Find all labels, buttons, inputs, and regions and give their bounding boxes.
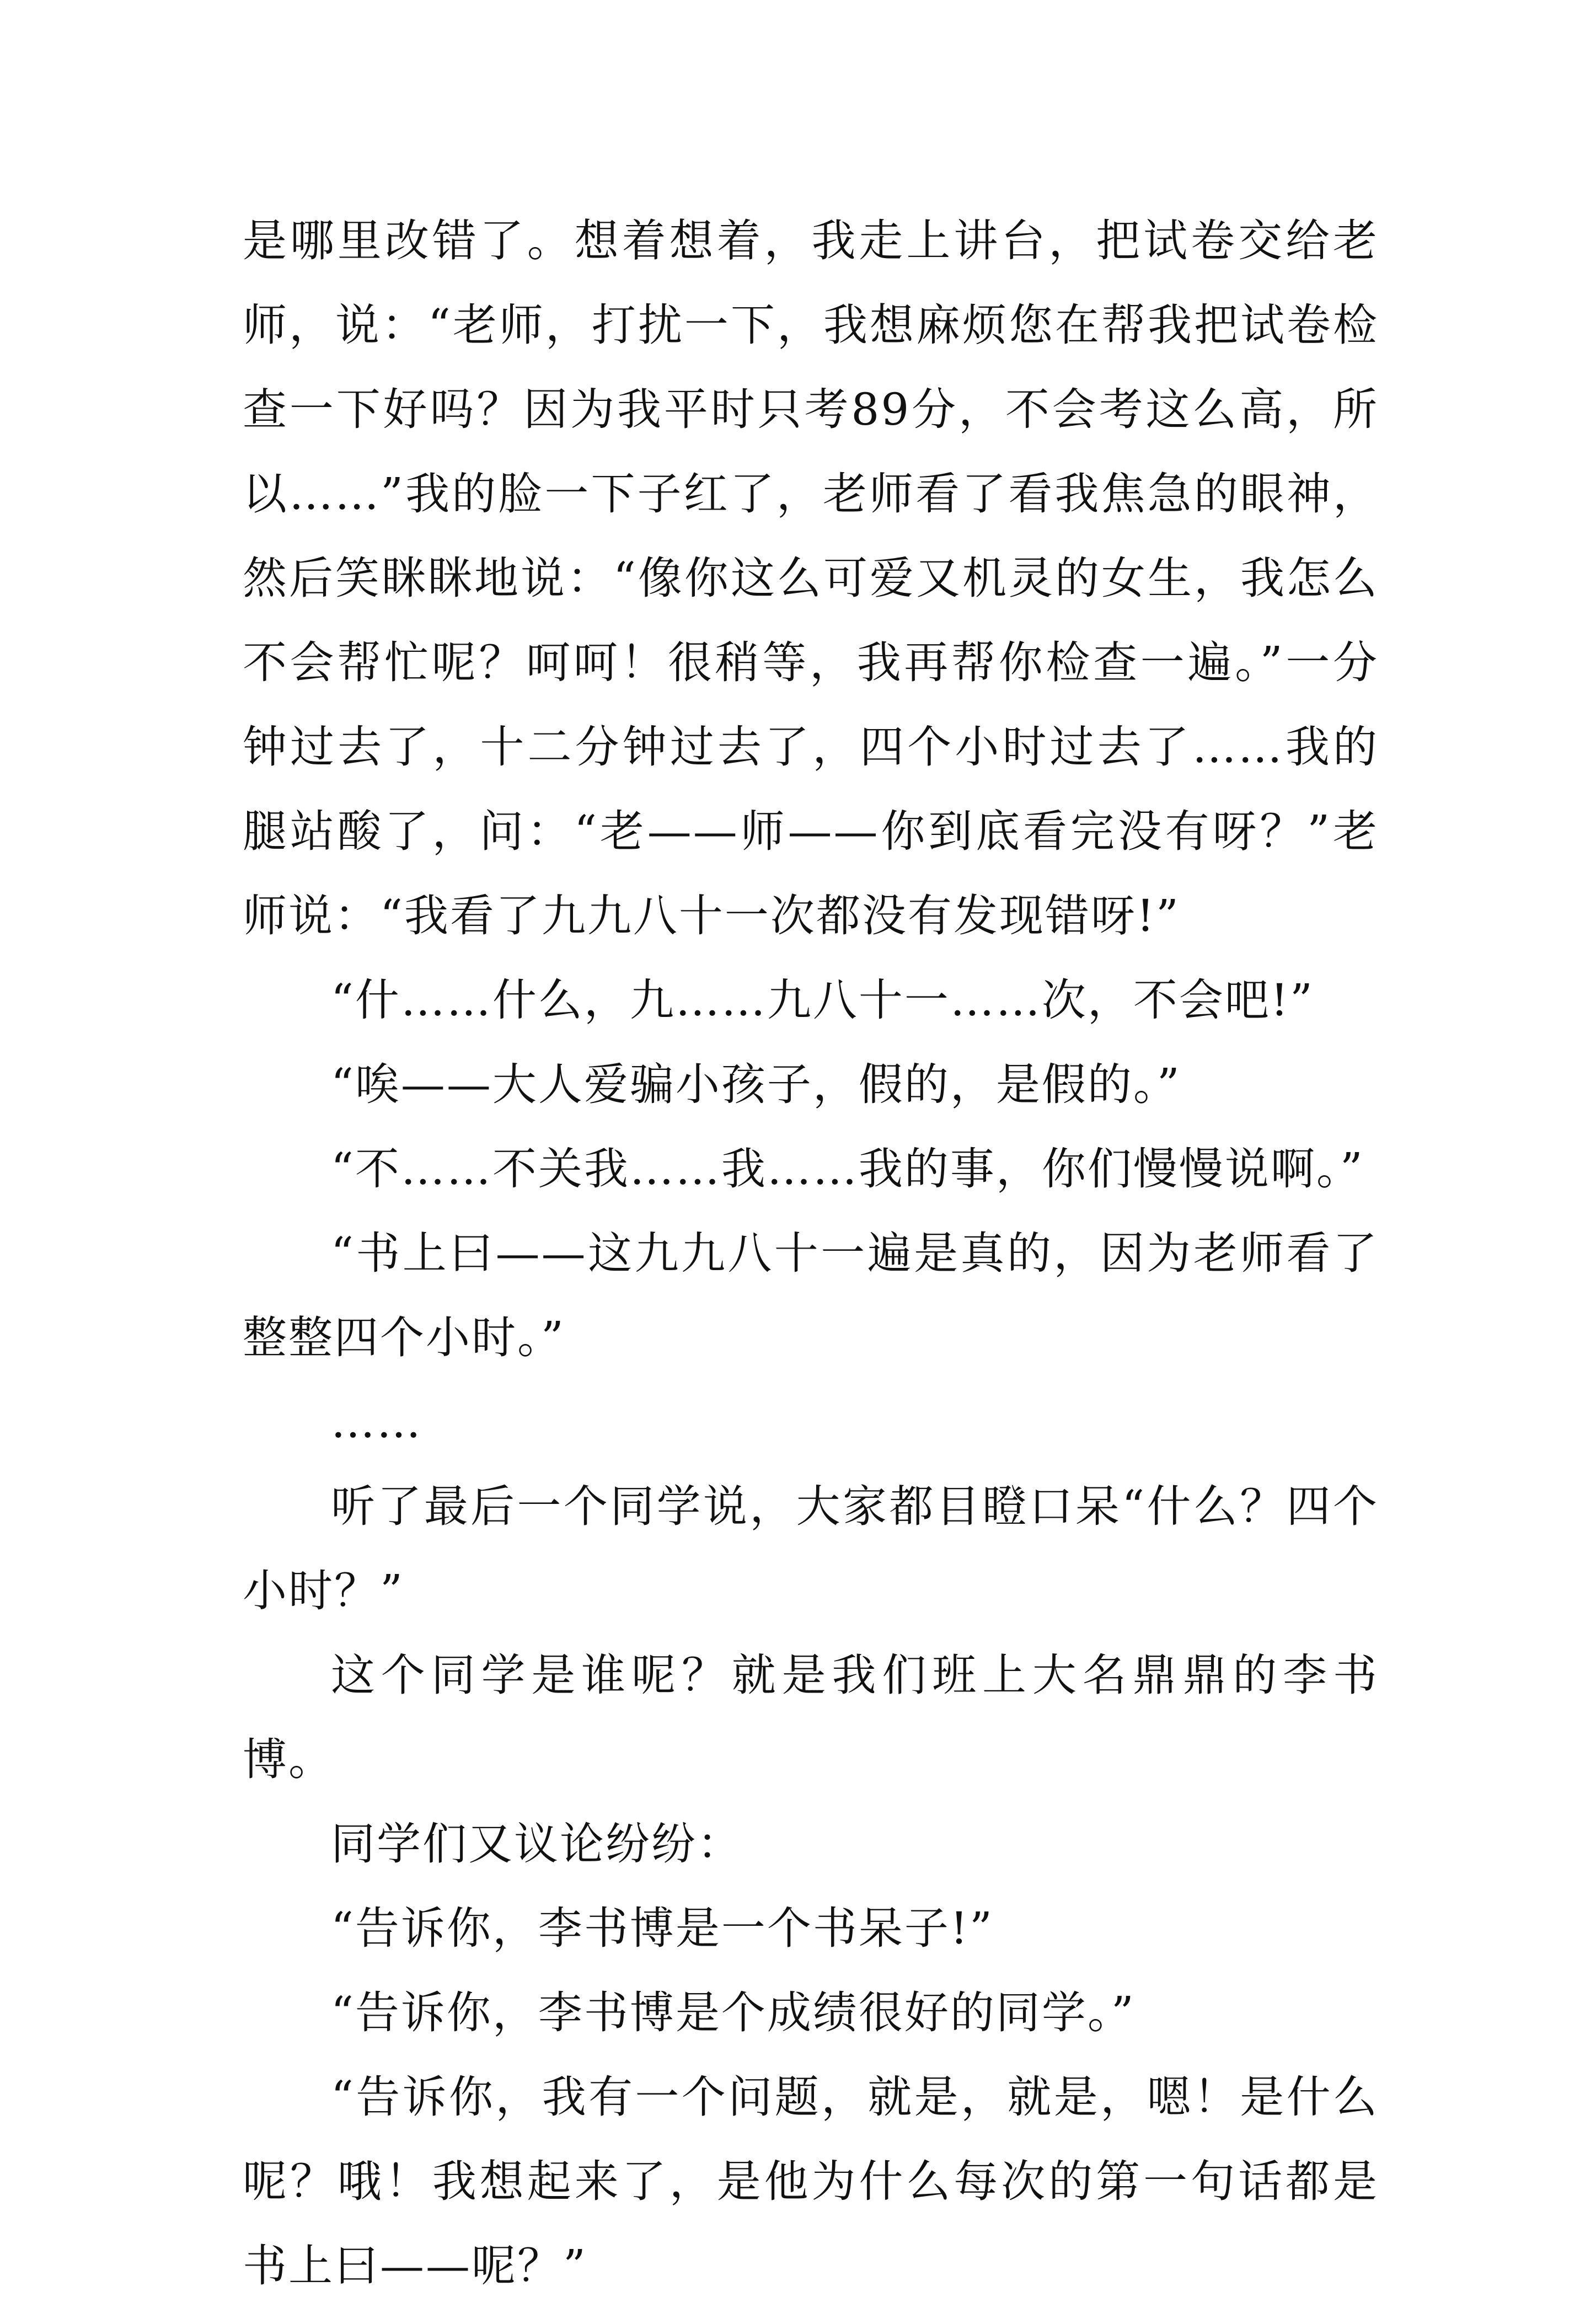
paragraph: “书上曰——这九九八十一遍是真的，因为老师看了整整四个小时。” [243, 1228, 1379, 1363]
document-body [243, 199, 1379, 2308]
paragraph: “告诉你，李书博是个成绩很好的同学。” [331, 1987, 1136, 2038]
paragraph: 听了最后一个同学说，大家都目瞪口呆“什么？四个小时？” [243, 1481, 1379, 1616]
paragraph: 是哪里改错了。想着想着，我走上讲台，把试卷交给老师，说：“老师，打扰一下，我想麻烦您在帮我把试卷检查一下好吗？因为我平时只考89分，不会考这么高，所以……”我的脸一下子红了，老师看了看我焦急的眼神，然后笑眯眯地说：“像你这么可爱又机灵的女生，我怎么不会帮忙呢？呵呵！很稍等，我再帮你检查一遍。”一分钟过去了，十二分钟过去了，四个小时过去了……我的腿站酸了，问：“老——师——你到底看完没有呀？”老师说：“我看了九九八十一次都没有发现错呀!” [243, 215, 1379, 941]
paragraph: “告诉你，李书博是一个书呆子!” [331, 1903, 994, 1954]
paragraph: 同学们又议论纷纷： [331, 1818, 743, 1870]
paragraph: “什……什么，九……九八十一……次，不会吧!” [331, 974, 1314, 1026]
paragraph: “唉——大人爱骗小孩子，假的，是假的。” [331, 1059, 1181, 1110]
paragraph: 这个同学是谁呢？就是我们班上大名鼎鼎的李书博。 [243, 1650, 1379, 1785]
paragraph: “告诉你，我有一个问题，就是，就是，嗯！是什么呢？哦！我想起来了，是他为什么每次的第一句话都是书上曰——呢？” [243, 2071, 1379, 2291]
paragraph: …… [331, 1396, 422, 1448]
paragraph: “不……不关我……我……我的事，你们慢慢说啊。” [331, 1143, 1364, 1195]
